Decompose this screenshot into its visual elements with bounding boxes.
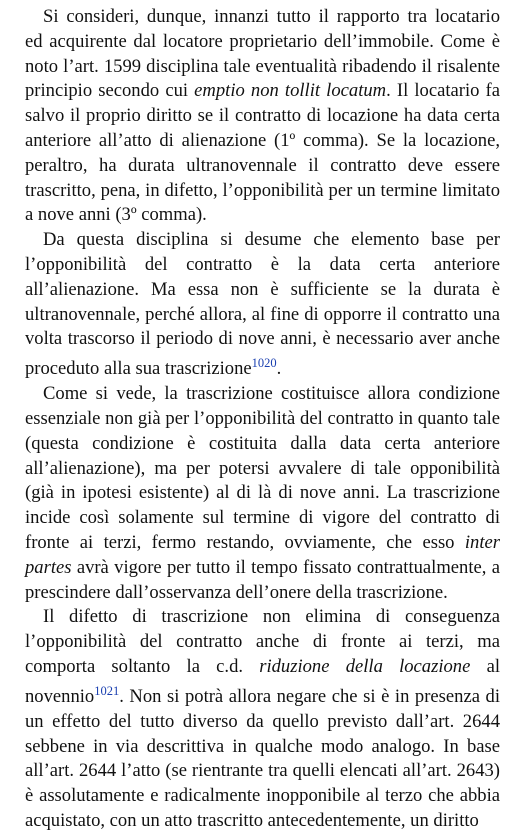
text-run: l’opponibilità del contratto è la data certa anteriore — [25, 253, 500, 275]
text-run: sebbene in via descrittiva in qualche modo analogo. In base — [25, 735, 500, 757]
text-run: noto l’art. 1599 disciplina tale eventualità ribadendo il risalente — [25, 55, 500, 77]
text-line — [25, 129, 500, 154]
text-run: . — [276, 358, 282, 380]
text-run: novennio — [25, 685, 95, 707]
paragraph — [25, 605, 500, 833]
text-line — [25, 735, 500, 760]
text-line — [25, 680, 500, 710]
text-run: Da questa disciplina si desume che elemento base per — [43, 229, 500, 251]
text-run: prescindere dall’osservanza dell’onere della trascrizione. — [25, 581, 448, 603]
text-run: l’opponibilità del contratto anche di fronte ai terzi, ma — [25, 631, 500, 653]
text-run: (già in ipotesi esistente) al di là di nove anni. La trascrizione — [25, 482, 500, 504]
text-line — [25, 759, 500, 784]
text-line — [25, 556, 500, 581]
text-run: avrà vigore per tutto il tempo fissato contrattualmente, a — [71, 556, 500, 578]
body-text — [25, 5, 500, 834]
text-line — [25, 605, 500, 630]
text-line — [25, 457, 500, 482]
text-line — [25, 481, 500, 506]
text-run: Come si vede, la trascrizione costituisce allora condizione — [43, 383, 500, 405]
text-run: acquistato, con un atto trascritto antecedentemente, un diritto — [25, 809, 479, 831]
text-run: . Non si potrà allora negare che si è in presenza di — [119, 685, 500, 707]
text-line — [25, 352, 500, 382]
text-run: peraltro, ha durata ultranovennale il contratto deve essere — [25, 154, 500, 176]
text-line — [25, 253, 500, 278]
paragraph — [25, 5, 500, 228]
text-line — [25, 531, 500, 556]
text-line — [25, 104, 500, 129]
document-page — [25, 5, 500, 834]
text-run: è assolutamente e radicalmente inopponibile al terzo che abbia — [25, 785, 500, 807]
text-run: proceduto alla sua trascrizione — [25, 358, 252, 380]
text-run: Il difetto di trascrizione non elimina di conseguenza — [43, 606, 500, 628]
text-line — [25, 581, 500, 606]
text-run: volta trascorso il periodo di nove anni, è necessario aver anche — [25, 328, 500, 350]
footnote-ref[interactable]: 1020 — [251, 356, 277, 371]
text-run: . Il locatario fa — [386, 80, 500, 102]
text-line — [25, 228, 500, 253]
text-line — [25, 5, 500, 30]
italic-text: riduzione della locazione — [259, 655, 471, 677]
text-run: salvo il proprio diritto se il contratto di locazione ha data certa — [25, 105, 500, 127]
text-line — [25, 30, 500, 55]
text-line — [25, 432, 500, 457]
italic-text: inter — [464, 531, 500, 553]
text-run: ed acquirente dal locatore proprietario dell’immobile. Come è — [25, 30, 500, 52]
text-run: fronte ai terzi, fermo restando, ovviamente, che esso — [25, 531, 465, 553]
text-line — [25, 382, 500, 407]
text-run: comporta soltanto la c.d. — [25, 655, 260, 677]
text-line — [25, 784, 500, 809]
text-run: (questa condizione è costituita dalla data certa anteriore — [25, 432, 500, 454]
text-run: al — [470, 655, 500, 677]
text-line — [25, 506, 500, 531]
text-run: all’alienazione), ma per potersi avvalere di tale opponibilità — [25, 457, 500, 479]
italic-text: emptio non tollit locatum — [194, 80, 387, 102]
text-line — [25, 278, 500, 303]
text-line — [25, 630, 500, 655]
italic-text: partes — [25, 556, 72, 578]
text-line — [25, 327, 500, 352]
text-line — [25, 655, 500, 680]
text-line — [25, 55, 500, 80]
paragraph — [25, 382, 500, 605]
text-line — [25, 710, 500, 735]
text-run: ultranovennale, perché allora, al fine di opporre il contratto una — [25, 303, 500, 325]
text-run: incide così solamente sul termine di vigore del contratto di — [25, 507, 500, 529]
text-line — [25, 79, 500, 104]
text-run: anteriore all’atto di alienazione (1º comma). Se la locazione, — [25, 129, 500, 151]
text-line — [25, 179, 500, 204]
text-run: un effetto del tutto diverso da quello previsto dall’art. 2644 — [25, 710, 500, 732]
paragraph — [25, 228, 500, 382]
text-run: trascritto, pena, in difetto, l’opponibilità per un termine limitato — [25, 179, 500, 201]
text-run: essenziale non già per l’opponibilità del contratto in quanto tale — [25, 407, 500, 429]
text-run: principio secondo cui — [25, 80, 195, 102]
text-line — [25, 809, 500, 834]
footnote-ref[interactable]: 1021 — [94, 683, 120, 698]
text-line — [25, 154, 500, 179]
text-line — [25, 303, 500, 328]
text-run: all’alienazione. Ma essa non è sufficiente se la durata è — [25, 278, 500, 300]
text-line — [25, 203, 500, 228]
text-run: all’art. 2644 l’atto (se rientrante tra quelli elencati all’art. 2643) — [25, 760, 500, 782]
text-run: Si consideri, dunque, innanzi tutto il rapporto tra locatario — [43, 6, 500, 27]
text-line — [25, 407, 500, 432]
text-run: a nove anni (3º comma). — [25, 204, 207, 226]
